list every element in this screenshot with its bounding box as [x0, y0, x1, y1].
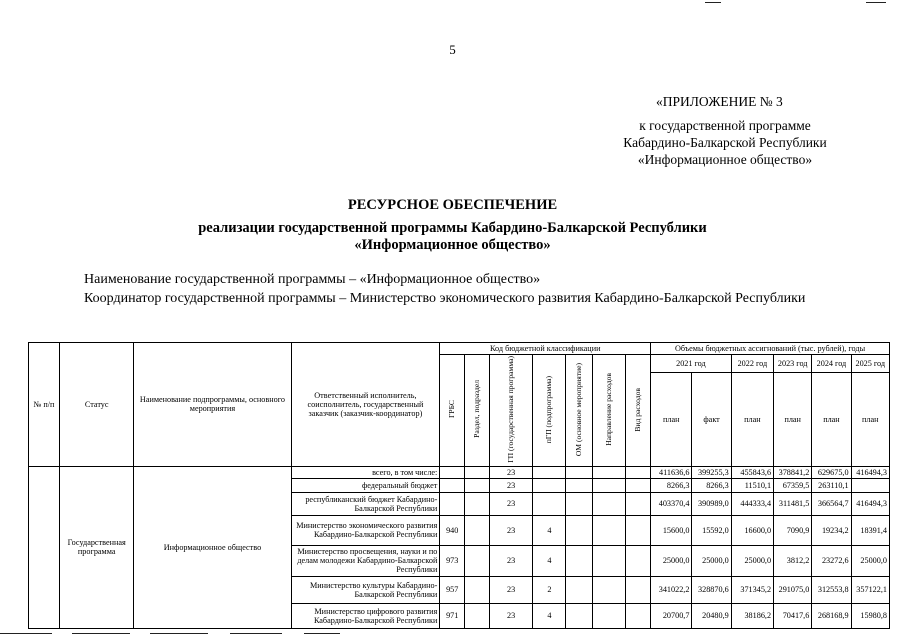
- cell-2024: 268168,9: [812, 603, 851, 628]
- cell-gp: 23: [489, 576, 532, 603]
- cell-2021-plan: 341022,2: [651, 576, 692, 603]
- cell-2025: 25000,0: [851, 545, 889, 576]
- cell-2023: 67359,5: [774, 478, 812, 492]
- cell-razdel: [465, 603, 490, 628]
- scan-mark: [304, 633, 340, 634]
- cell-2024: 312553,8: [812, 576, 851, 603]
- cell-2024: 263110,1: [812, 478, 851, 492]
- cell-2022: 371345,2: [731, 576, 773, 603]
- cell-razdel: [465, 576, 490, 603]
- scan-mark: [866, 2, 886, 3]
- header-grbs-text: ГРБС: [447, 400, 457, 419]
- cell-2022: 25000,0: [731, 545, 773, 576]
- header-volumes-group: Объемы бюджетных ассигнований (тыс. рублей), годы: [651, 343, 890, 355]
- cell-2022: 455843,6: [731, 466, 773, 478]
- cell-napr: [593, 492, 626, 515]
- cell-napr: [593, 576, 626, 603]
- cell-napr: [593, 603, 626, 628]
- cell-2025: 357122,1: [851, 576, 889, 603]
- cell-gp: 23: [489, 466, 532, 478]
- cell-pgp: [533, 466, 566, 478]
- header-status: Статус: [60, 343, 134, 467]
- cell-2025: [851, 478, 889, 492]
- cell-razdel: [465, 545, 490, 576]
- header-napr: [593, 355, 626, 467]
- document-subtitle-program: «Информационное общество»: [354, 237, 551, 253]
- header-napr-text: Направление расходов: [604, 372, 614, 446]
- page-number: 5: [449, 42, 456, 57]
- header-fact-2021: факт: [692, 373, 731, 467]
- cell-executor: Министерство цифрового развития Кабардино-Балкарской Республики: [291, 603, 440, 628]
- cell-pgp: 2: [533, 576, 566, 603]
- cell-pgp: 4: [533, 515, 566, 545]
- cell-om: [566, 515, 593, 545]
- header-plan-2024: план: [812, 373, 851, 467]
- header-om-text: ОМ (основное мероприятие): [574, 362, 584, 456]
- cell-2025: 15980,8: [851, 603, 889, 628]
- header-razdel: [465, 355, 490, 467]
- cell-2021-fact: 15592,0: [692, 515, 731, 545]
- cell-2021-plan: 8266,3: [651, 478, 692, 492]
- cell-executor: Министерство просвещения, науки и по делам молодежи Кабардино-Балкарской Республики: [291, 545, 440, 576]
- header-plan-2023: план: [774, 373, 812, 467]
- header-year-2021: 2021 год: [651, 355, 732, 373]
- cell-grbs: [440, 466, 465, 478]
- cell-pgp: 4: [533, 545, 566, 576]
- cell-executor: Министерство экономического развития Кабардино-Балкарской Республики: [291, 515, 440, 545]
- cell-vid: [626, 545, 651, 576]
- cell-vid: [626, 478, 651, 492]
- header-grbs: [440, 355, 465, 467]
- cell-2022: 16600,0: [731, 515, 773, 545]
- cell-vid: [626, 466, 651, 478]
- cell-gp: 23: [489, 478, 532, 492]
- cell-2021-fact: 20480,9: [692, 603, 731, 628]
- cell-2021-plan: 403370,4: [651, 492, 692, 515]
- document-title: РЕСУРСНОЕ ОБЕСПЕЧЕНИЕ: [347, 197, 558, 213]
- cell-2021-plan: 15600,0: [651, 515, 692, 545]
- cell-pgp: [533, 492, 566, 515]
- cell-2024: 19234,2: [812, 515, 851, 545]
- cell-gp: 23: [489, 515, 532, 545]
- cell-gp: 23: [489, 545, 532, 576]
- scan-mark: [230, 633, 282, 634]
- cell-razdel: [465, 478, 490, 492]
- cell-grbs: [440, 478, 465, 492]
- cell-status: Государственная программа: [60, 466, 134, 628]
- cell-om: [566, 576, 593, 603]
- cell-2025: 18391,4: [851, 515, 889, 545]
- header-year-2023: 2023 год: [774, 355, 812, 373]
- header-year-2024: 2024 год: [812, 355, 851, 373]
- cell-vid: [626, 603, 651, 628]
- cell-2024: 23272,6: [812, 545, 851, 576]
- scan-mark: [705, 2, 721, 3]
- cell-grbs: [440, 492, 465, 515]
- cell-razdel: [465, 492, 490, 515]
- cell-om: [566, 466, 593, 478]
- header-num: № п/п: [29, 343, 60, 467]
- cell-razdel: [465, 515, 490, 545]
- cell-2025: 416494,3: [851, 492, 889, 515]
- cell-gp: 23: [489, 603, 532, 628]
- cell-om: [566, 478, 593, 492]
- cell-vid: [626, 576, 651, 603]
- coordinator: Координатор государственной программы – Министерство экономического развития Кабардино-Балкарской Республики: [84, 291, 806, 306]
- cell-2021-fact: 328870,6: [692, 576, 731, 603]
- header-year-2025: 2025 год: [851, 355, 889, 373]
- header-plan-2025: план: [851, 373, 889, 467]
- appendix-line-3: Кабардино-Балкарской Республики: [623, 135, 827, 150]
- header-gp-text: ГП (государственная программа): [506, 356, 516, 463]
- cell-vid: [626, 492, 651, 515]
- header-plan-2021: план: [651, 373, 692, 467]
- cell-name: Информационное общество: [134, 466, 291, 628]
- cell-2025: 416494,3: [851, 466, 889, 478]
- cell-gp: 23: [489, 492, 532, 515]
- cell-grbs: 971: [440, 603, 465, 628]
- cell-2021-plan: 20700,7: [651, 603, 692, 628]
- cell-napr: [593, 515, 626, 545]
- appendix-line-1: «ПРИЛОЖЕНИЕ № 3: [656, 94, 783, 109]
- cell-2022: 38186,2: [731, 603, 773, 628]
- cell-pgp: 4: [533, 603, 566, 628]
- header-pgp: [533, 355, 566, 467]
- header-plan-2022: план: [731, 373, 773, 467]
- cell-om: [566, 492, 593, 515]
- cell-2021-plan: 25000,0: [651, 545, 692, 576]
- cell-2023: 291075,0: [774, 576, 812, 603]
- table-body: [29, 466, 890, 628]
- cell-napr: [593, 545, 626, 576]
- cell-2022: 444333,4: [731, 492, 773, 515]
- cell-2023: 3812,2: [774, 545, 812, 576]
- cell-om: [566, 603, 593, 628]
- program-name: Наименование государственной программы – «Информационное общество»: [84, 272, 541, 287]
- cell-napr: [593, 466, 626, 478]
- header-pgp-text: пГП (подпрограмма): [544, 375, 554, 444]
- cell-2022: 11510,1: [731, 478, 773, 492]
- cell-2023: 7090,9: [774, 515, 812, 545]
- header-kbk-group: Код бюджетной классификации: [440, 343, 651, 355]
- table-row: [29, 466, 890, 478]
- header-gp: [489, 355, 532, 467]
- cell-executor: республиканский бюджет Кабардино-Балкарской Республики: [291, 492, 440, 515]
- scan-mark: [0, 633, 52, 634]
- appendix-line-2: к государственной программе: [639, 118, 811, 133]
- cell-num: [29, 466, 60, 628]
- cell-2021-fact: 399255,3: [692, 466, 731, 478]
- document-subtitle: реализации государственной программы Кабардино-Балкарской Республики: [198, 220, 707, 236]
- cell-grbs: 973: [440, 545, 465, 576]
- header-om: [566, 355, 593, 467]
- cell-2021-fact: 390989,0: [692, 492, 731, 515]
- cell-om: [566, 545, 593, 576]
- cell-vid: [626, 515, 651, 545]
- cell-grbs: 940: [440, 515, 465, 545]
- cell-2023: 311481,5: [774, 492, 812, 515]
- scan-mark: [72, 633, 130, 634]
- cell-2021-fact: 25000,0: [692, 545, 731, 576]
- header-vid: [626, 355, 651, 467]
- cell-2024: 366564,7: [812, 492, 851, 515]
- cell-executor: Министерство культуры Кабардино-Балкарской Республики: [291, 576, 440, 603]
- cell-2023: 70417,6: [774, 603, 812, 628]
- cell-razdel: [465, 466, 490, 478]
- header-razdel-text: Раздел, подраздел: [472, 380, 482, 439]
- appendix-line-4: «Информационное общество»: [637, 152, 813, 167]
- cell-executor: федеральный бюджет: [291, 478, 440, 492]
- cell-2023: 378841,2: [774, 466, 812, 478]
- cell-2021-fact: 8266,3: [692, 478, 731, 492]
- scan-mark: [150, 633, 208, 634]
- cell-napr: [593, 478, 626, 492]
- header-vid-text: Вид расходов: [633, 387, 643, 432]
- cell-2021-plan: 411636,6: [651, 466, 692, 478]
- cell-executor: всего, в том числе:: [291, 466, 440, 478]
- cell-pgp: [533, 478, 566, 492]
- header-name: Наименование подпрограммы, основного мероприятия: [134, 343, 291, 467]
- header-year-2022: 2022 год: [731, 355, 773, 373]
- resource-table: [28, 342, 890, 629]
- header-executor: Ответственный исполнитель, соисполнитель, государственный заказчик (заказчик-координатор): [291, 343, 440, 467]
- cell-2024: 629675,0: [812, 466, 851, 478]
- cell-grbs: 957: [440, 576, 465, 603]
